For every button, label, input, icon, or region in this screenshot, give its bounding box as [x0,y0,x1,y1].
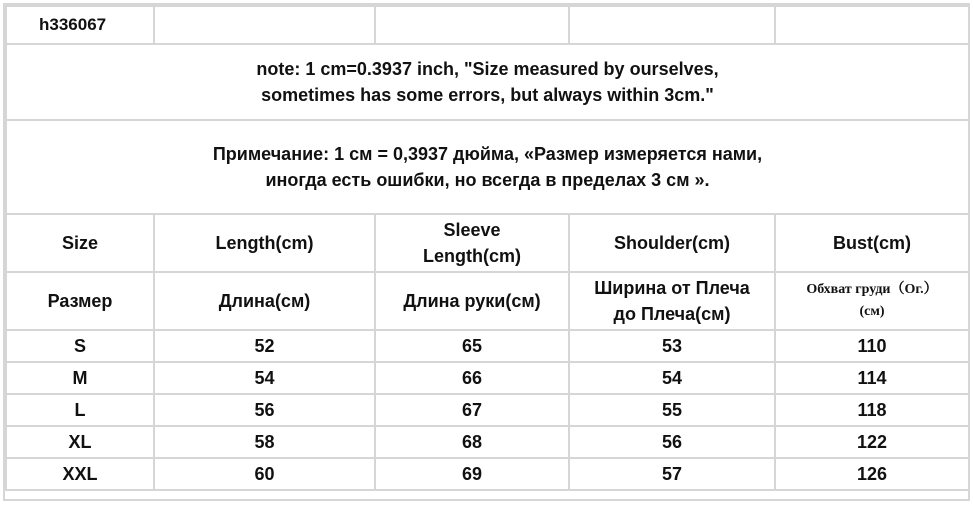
note-english-row [6,44,969,120]
header-shoulder-ru-line-1: Ширина от Плеча [594,278,750,298]
note-english-line-1: note: 1 cm=0.3937 inch, "Size measured by ourselves, [256,59,719,79]
size-chart-sheet [3,3,970,501]
shoulder-cell: 55 [569,394,775,426]
product-code: h336067 [6,6,154,44]
sleeve-cell: 68 [375,426,569,458]
shoulder-cell: 53 [569,330,775,362]
note-russian-row [6,120,969,214]
size-chart-table [5,5,970,491]
empty-cell [569,6,775,44]
header-shoulder-ru [569,272,775,330]
header-length-ru: Длина(см) [154,272,375,330]
bust-cell: 118 [775,394,969,426]
length-cell: 52 [154,330,375,362]
header-english-row [6,214,969,272]
size-cell: L [6,394,154,426]
note-english [6,44,969,120]
bust-cell: 126 [775,458,969,490]
sleeve-cell: 67 [375,394,569,426]
sleeve-cell: 65 [375,330,569,362]
header-bust-ru-line-1: Обхват груди（Ог.） [806,282,938,297]
header-sleeve-ru: Длина руки(см) [375,272,569,330]
empty-cell [375,6,569,44]
product-code-row [6,6,969,44]
note-russian-line-2: иногда есть ошибки, но всегда в пределах 3 см ». [265,170,710,190]
note-russian [6,120,969,214]
shoulder-cell: 54 [569,362,775,394]
empty-cell [775,6,969,44]
header-shoulder-ru-line-2: до Плеча(см) [613,304,731,324]
header-size: Size [6,214,154,272]
header-size-ru: Размер [6,272,154,330]
size-cell: XXL [6,458,154,490]
header-shoulder: Shoulder(cm) [569,214,775,272]
header-length: Length(cm) [154,214,375,272]
header-bust-ru [775,272,969,330]
bust-cell: 110 [775,330,969,362]
header-sleeve-line-2: Length(cm) [423,246,521,266]
header-russian-row [6,272,969,330]
note-russian-line-1: Примечание: 1 см = 0,3937 дюйма, «Размер измеряется нами, [212,144,763,164]
table-row [6,426,969,458]
length-cell: 60 [154,458,375,490]
shoulder-cell: 57 [569,458,775,490]
header-bust-ru-line-2: (см) [859,304,885,319]
table-row [6,458,969,490]
size-cell: M [6,362,154,394]
bust-cell: 114 [775,362,969,394]
header-sleeve-line-1: Sleeve [443,220,501,240]
table-row [6,362,969,394]
table-row [6,330,969,362]
length-cell: 54 [154,362,375,394]
sleeve-cell: 69 [375,458,569,490]
header-bust: Bust(cm) [775,214,969,272]
header-sleeve [375,214,569,272]
sleeve-cell: 66 [375,362,569,394]
note-english-line-2: sometimes has some errors, but always within 3cm." [261,85,714,105]
table-row [6,394,969,426]
size-cell: XL [6,426,154,458]
length-cell: 58 [154,426,375,458]
bust-cell: 122 [775,426,969,458]
shoulder-cell: 56 [569,426,775,458]
empty-cell [154,6,375,44]
length-cell: 56 [154,394,375,426]
size-cell: S [6,330,154,362]
